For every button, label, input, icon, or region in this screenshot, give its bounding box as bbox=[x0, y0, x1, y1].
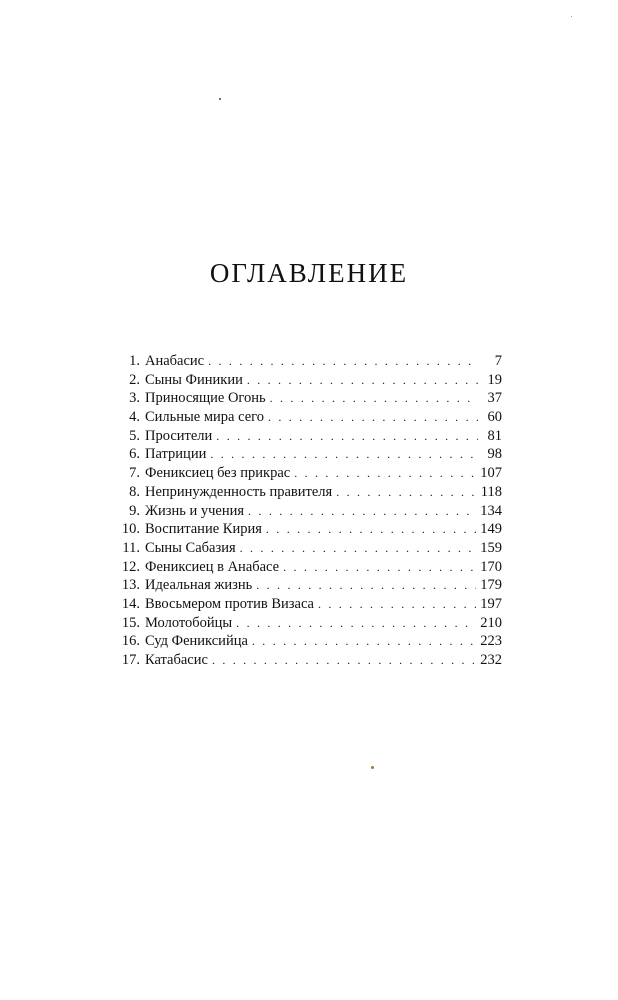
toc-entry bbox=[118, 427, 502, 446]
toc-entry-page: 223 bbox=[480, 633, 502, 650]
toc-entry bbox=[118, 502, 502, 521]
toc-entry bbox=[118, 520, 502, 539]
dot-leader bbox=[268, 408, 478, 427]
toc-entry-title: Сыны Сабазия bbox=[145, 539, 236, 556]
toc-entry-page: 60 bbox=[487, 409, 502, 426]
toc-entry bbox=[118, 595, 502, 614]
dot-leader bbox=[240, 539, 477, 558]
toc-entry bbox=[118, 632, 502, 651]
dot-leader bbox=[208, 352, 478, 371]
toc-entry-title: Фениксиец в Анабасе bbox=[145, 558, 280, 575]
toc-entry-number: 13. bbox=[121, 577, 140, 594]
toc-entry-title: Суд Фениксийца bbox=[145, 633, 248, 650]
toc-entry-number: 2. bbox=[129, 371, 140, 388]
dot-leader bbox=[212, 651, 476, 670]
toc-entry-number: 10. bbox=[121, 521, 140, 538]
toc-entry-page: 197 bbox=[480, 595, 502, 612]
toc-entry-page: 81 bbox=[487, 427, 502, 444]
toc-entry bbox=[118, 539, 502, 558]
toc-entry-page: 149 bbox=[480, 521, 502, 538]
toc-entry-page: 19 bbox=[487, 371, 502, 388]
paper-speck bbox=[571, 16, 572, 17]
toc-entry bbox=[118, 651, 502, 670]
toc-entry bbox=[118, 408, 502, 427]
toc-entry-number: 14. bbox=[121, 595, 140, 612]
toc-entry-title: Катабасис bbox=[145, 652, 208, 668]
toc-entry-number: 9. bbox=[129, 502, 140, 519]
toc-entry-page: 98 bbox=[487, 446, 502, 463]
toc-entry-number: 6. bbox=[129, 446, 140, 463]
toc-entry-number: 8. bbox=[129, 483, 140, 500]
toc-entry-page: 210 bbox=[480, 614, 502, 631]
toc-entry-number: 17. bbox=[121, 652, 140, 668]
paper-speck bbox=[371, 766, 374, 769]
toc-entry-number: 4. bbox=[129, 409, 140, 426]
toc-entry-page: 37 bbox=[487, 390, 502, 407]
toc-entry-title: Идеальная жизнь bbox=[145, 577, 253, 594]
dot-leader bbox=[248, 502, 476, 521]
dot-leader bbox=[236, 614, 476, 633]
dot-leader bbox=[336, 483, 477, 502]
dot-leader bbox=[270, 389, 478, 408]
toc-entry-title: Приносящие Огонь bbox=[145, 390, 266, 407]
toc-entry-title: Сильные мира сего bbox=[145, 409, 264, 426]
toc-entry-number: 7. bbox=[129, 465, 140, 482]
dot-leader bbox=[210, 445, 478, 464]
toc-entry-page: 107 bbox=[480, 465, 502, 482]
toc-entry-number: 12. bbox=[121, 558, 140, 575]
toc-entry-title: Патриции bbox=[145, 446, 207, 463]
dot-leader bbox=[266, 520, 476, 539]
table-of-contents bbox=[118, 352, 502, 670]
dot-leader bbox=[252, 632, 476, 651]
toc-entry-title: Фениксиец без прикрас bbox=[145, 465, 291, 482]
dot-leader bbox=[216, 427, 478, 446]
toc-entry-number: 11. bbox=[122, 539, 140, 556]
toc-entry-page: 134 bbox=[480, 502, 502, 519]
toc-entry-page: 159 bbox=[480, 539, 502, 556]
toc-entry bbox=[118, 576, 502, 595]
toc-entry bbox=[118, 389, 502, 408]
dot-leader bbox=[283, 558, 476, 577]
toc-entry-page: 7 bbox=[494, 353, 502, 369]
toc-entry bbox=[118, 352, 502, 371]
toc-entry bbox=[118, 371, 502, 390]
toc-entry bbox=[118, 464, 502, 483]
toc-entry-page: 179 bbox=[480, 577, 502, 594]
toc-entry-title: Ввосьмером против Визаса bbox=[145, 595, 314, 612]
toc-entry-title: Анабасис bbox=[145, 353, 205, 369]
toc-entry-page: 170 bbox=[480, 558, 502, 575]
toc-entry-number: 15. bbox=[121, 614, 140, 631]
toc-entry bbox=[118, 614, 502, 633]
toc-entry-page: 232 bbox=[480, 652, 502, 668]
dot-leader bbox=[318, 595, 476, 614]
toc-entry-title: Сыны Финикии bbox=[145, 371, 243, 388]
toc-entry-number: 16. bbox=[121, 633, 140, 650]
toc-entry bbox=[118, 483, 502, 502]
toc-entry-number: 3. bbox=[129, 390, 140, 407]
toc-entry bbox=[118, 558, 502, 577]
toc-entry-number: 5. bbox=[129, 427, 140, 444]
toc-entry-title: Просители bbox=[145, 427, 213, 444]
toc-entry-page: 118 bbox=[480, 483, 502, 500]
toc-entry-title: Молотобойцы bbox=[145, 614, 233, 631]
toc-entry-number: 1. bbox=[129, 353, 140, 369]
toc-entry-title: Непринужденность правителя bbox=[145, 483, 333, 500]
dot-leader bbox=[256, 576, 476, 595]
toc-entry-title: Жизнь и учения bbox=[145, 502, 245, 519]
dot-leader bbox=[294, 464, 476, 483]
toc-entry-title: Воспитание Кирия bbox=[145, 521, 262, 538]
dot-leader bbox=[247, 371, 478, 390]
page-title: ОГЛАВЛЕНИЕ bbox=[209, 258, 409, 288]
toc-entry bbox=[118, 445, 502, 464]
paper-speck bbox=[219, 98, 221, 100]
